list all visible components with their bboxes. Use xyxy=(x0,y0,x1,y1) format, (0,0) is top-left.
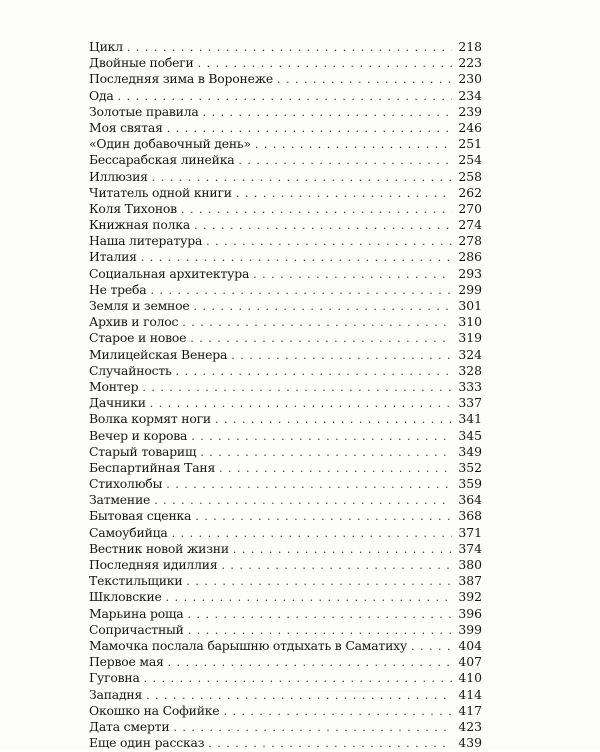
toc-entry-page-number: 337 xyxy=(458,395,482,411)
toc-entry-page-number: 319 xyxy=(458,330,482,346)
toc-entry-title: Моя святая xyxy=(89,119,163,135)
toc-entry xyxy=(89,428,482,444)
toc-entry xyxy=(89,492,482,508)
dot-leader xyxy=(194,218,452,234)
toc-entry-page-number: 293 xyxy=(458,265,482,281)
toc-entry-title: Вечер и корова xyxy=(89,427,188,443)
dot-leader xyxy=(188,623,452,639)
dot-leader xyxy=(118,89,452,105)
toc-entry-page-number: 352 xyxy=(458,459,482,475)
dot-leader xyxy=(221,558,452,574)
toc-entry-title: Волка кормят ноги xyxy=(89,411,211,427)
toc-entry-page-number: 251 xyxy=(458,136,482,152)
toc-entry-page-number: 299 xyxy=(458,281,482,297)
toc-entry-page-number: 258 xyxy=(458,168,482,184)
toc-entry-page-number: 301 xyxy=(458,298,482,313)
toc-entry xyxy=(89,395,482,411)
toc-entry-title: Иллюзия xyxy=(89,168,148,184)
toc-entry xyxy=(89,266,482,282)
toc-entry xyxy=(89,71,482,87)
toc-entry xyxy=(89,589,482,605)
toc-entry-title: Еще один рассказ xyxy=(89,735,205,751)
toc-entry-title: Первое мая xyxy=(89,654,164,670)
dot-leader xyxy=(277,72,452,88)
toc-entry xyxy=(89,169,482,185)
dot-leader xyxy=(203,105,452,121)
dot-leader xyxy=(142,380,452,396)
toc-entry-page-number: 234 xyxy=(458,87,482,103)
toc-entry xyxy=(89,314,482,330)
toc-entry-title: «Один добавочный день» xyxy=(89,136,251,152)
toc-entry xyxy=(89,508,482,524)
dot-leader xyxy=(223,704,452,720)
toc-entry-title: Гуговна xyxy=(89,670,140,686)
toc-entry xyxy=(89,363,482,379)
toc-entry-title: Земля и земное xyxy=(89,298,190,313)
toc-entry-title: Сопричастный xyxy=(89,621,184,637)
toc-entry-page-number: 274 xyxy=(458,217,482,233)
dot-leader xyxy=(150,396,452,412)
toc-entry-page-number: 396 xyxy=(458,605,482,621)
toc-entry-page-number: 359 xyxy=(458,476,482,492)
dot-leader xyxy=(215,412,452,428)
dot-leader xyxy=(194,299,453,315)
toc-entry-title: Старый товарищ xyxy=(89,443,197,459)
toc-entry xyxy=(89,136,482,152)
toc-entry-page-number: 230 xyxy=(458,71,482,87)
dot-leader xyxy=(233,542,452,558)
toc-entry-page-number: 368 xyxy=(458,508,482,524)
toc-entry-page-number: 380 xyxy=(458,557,482,572)
toc-entry xyxy=(89,735,482,751)
toc-entry-page-number: 387 xyxy=(458,573,482,589)
toc-entry-title: Золотые правила xyxy=(89,103,199,119)
dot-leader xyxy=(127,40,452,56)
toc-entry-page-number: 423 xyxy=(458,718,482,734)
dot-leader xyxy=(186,574,452,590)
toc-entry-page-number: 414 xyxy=(458,686,482,702)
toc-entry-title: Милицейская Венера xyxy=(89,346,228,362)
toc-entry xyxy=(89,557,482,573)
toc-entry-page-number: 399 xyxy=(458,621,482,637)
toc-entry-page-number: 333 xyxy=(458,378,482,394)
toc-entry-title: Не треба xyxy=(89,281,147,297)
toc-entry-title: Стихолюбы xyxy=(89,476,163,492)
toc-entry-page-number: 270 xyxy=(458,200,482,216)
toc-entry xyxy=(89,55,482,71)
table-of-contents xyxy=(89,39,482,751)
toc-entry xyxy=(89,573,482,589)
toc-entry xyxy=(89,217,482,233)
toc-entry xyxy=(89,88,482,104)
toc-entry-page-number: 410 xyxy=(458,670,482,686)
toc-entry-title: Дата смерти xyxy=(89,718,170,734)
toc-entry xyxy=(89,298,482,314)
dot-leader xyxy=(253,267,452,283)
toc-entry-page-number: 374 xyxy=(458,540,482,556)
toc-entry xyxy=(89,654,482,670)
toc-entry-title: Бытовая сценка xyxy=(89,508,192,524)
toc-entry xyxy=(89,703,482,719)
dot-leader xyxy=(190,331,452,347)
dot-leader xyxy=(150,283,452,299)
dot-leader xyxy=(154,493,452,509)
toc-entry-title: Беспартийная Таня xyxy=(89,459,216,475)
dot-leader xyxy=(144,671,452,687)
toc-entry-page-number: 371 xyxy=(458,524,482,540)
toc-entry-page-number: 328 xyxy=(458,362,482,378)
toc-entry xyxy=(89,476,482,492)
dot-leader xyxy=(236,186,452,202)
toc-entry-title: Монтер xyxy=(89,378,139,394)
toc-entry-title: Окошко на Софийке xyxy=(89,702,220,718)
toc-entry xyxy=(89,670,482,686)
dot-leader xyxy=(255,137,452,153)
toc-entry-title: Мамочка послала барышню отдыхать в Саматиху xyxy=(89,637,408,653)
dot-leader xyxy=(173,720,452,736)
toc-entry-title: Дачники xyxy=(89,395,146,411)
toc-entry-page-number: 392 xyxy=(458,589,482,605)
toc-entry xyxy=(89,152,482,168)
toc-entry xyxy=(89,249,482,265)
dot-leader xyxy=(181,202,452,218)
toc-entry xyxy=(89,233,482,249)
toc-entry xyxy=(89,638,482,654)
toc-entry xyxy=(89,185,482,201)
toc-entry-title: Бессарабская линейка xyxy=(89,152,235,168)
toc-entry-title: Последняя идиллия xyxy=(89,557,218,572)
toc-entry-title: Двойные побеги xyxy=(89,55,194,71)
toc-entry-title: Читатель одной книги xyxy=(89,184,232,200)
dot-leader xyxy=(231,348,452,364)
toc-entry-page-number: 439 xyxy=(458,735,482,751)
dot-leader xyxy=(198,56,452,72)
dot-leader xyxy=(219,461,452,477)
toc-entry-title: Старое и новое xyxy=(89,330,187,346)
toc-entry-page-number: 239 xyxy=(458,103,482,119)
toc-entry xyxy=(89,687,482,703)
toc-entry-page-number: 278 xyxy=(458,233,482,249)
toc-entry-title: Архив и голос xyxy=(89,314,179,330)
dot-leader xyxy=(200,445,452,461)
toc-entry-page-number: 324 xyxy=(458,346,482,362)
toc-entry-title: Вестник новой жизни xyxy=(89,540,229,556)
toc-entry-page-number: 310 xyxy=(458,314,482,330)
toc-entry-page-number: 246 xyxy=(458,119,482,135)
toc-entry-page-number: 364 xyxy=(458,492,482,508)
toc-entry xyxy=(89,282,482,298)
toc-entry xyxy=(89,622,482,638)
dot-leader xyxy=(188,607,453,623)
toc-entry-title: Ода xyxy=(89,87,114,103)
toc-entry xyxy=(89,104,482,120)
toc-entry-title: Книжная полка xyxy=(89,217,191,233)
toc-entry-title: Текстильщики xyxy=(89,573,183,589)
toc-entry-page-number: 345 xyxy=(458,427,482,443)
toc-entry-page-number: 286 xyxy=(458,249,482,265)
toc-entry xyxy=(89,541,482,557)
dot-leader xyxy=(195,509,452,525)
toc-entry xyxy=(89,719,482,735)
toc-entry xyxy=(89,39,482,55)
page-smudge xyxy=(300,690,420,692)
toc-entry-page-number: 254 xyxy=(458,152,482,168)
dot-leader xyxy=(238,153,452,169)
toc-entry-title: Самоубийца xyxy=(89,524,168,540)
toc-entry-page-number: 341 xyxy=(458,411,482,427)
toc-entry-page-number: 262 xyxy=(458,184,482,200)
toc-entry-page-number: 349 xyxy=(458,443,482,459)
toc-entry-page-number: 417 xyxy=(458,702,482,718)
toc-entry-title: Коля Тихонов xyxy=(89,200,177,216)
toc-entry-title: Последняя зима в Воронеже xyxy=(89,71,274,87)
toc-entry-page-number: 407 xyxy=(458,654,482,670)
dot-leader xyxy=(206,234,452,250)
dot-leader xyxy=(168,655,452,671)
toc-entry xyxy=(89,201,482,217)
dot-leader xyxy=(182,315,452,331)
toc-entry xyxy=(89,525,482,541)
dot-leader xyxy=(172,526,452,542)
toc-entry xyxy=(89,606,482,622)
toc-entry-title: Цикл xyxy=(89,39,123,54)
toc-entry xyxy=(89,120,482,136)
toc-entry-title: Случайность xyxy=(89,362,172,378)
toc-entry xyxy=(89,347,482,363)
toc-entry-title: Марьина роща xyxy=(89,605,184,621)
dot-leader xyxy=(166,590,452,606)
toc-entry-title: Италия xyxy=(89,249,137,265)
toc-entry xyxy=(89,379,482,395)
toc-entry-title: Западня xyxy=(89,686,143,702)
dot-leader xyxy=(411,639,452,655)
toc-entry xyxy=(89,444,482,460)
dot-leader xyxy=(141,250,452,266)
toc-entry-page-number: 404 xyxy=(458,637,482,653)
dot-leader xyxy=(167,121,452,137)
toc-entry-title: Социальная архитектура xyxy=(89,265,250,281)
toc-entry xyxy=(89,411,482,427)
dot-leader xyxy=(176,364,452,380)
toc-entry xyxy=(89,460,482,476)
toc-entry xyxy=(89,330,482,346)
dot-leader xyxy=(152,170,452,186)
toc-entry-page-number: 223 xyxy=(458,55,482,71)
toc-entry-title: Наша литература xyxy=(89,233,203,249)
toc-entry-title: Затмение xyxy=(89,492,151,508)
toc-entry-page-number: 218 xyxy=(458,39,482,54)
dot-leader xyxy=(191,429,452,445)
dot-leader xyxy=(166,477,452,493)
toc-entry-title: Шкловские xyxy=(89,589,162,605)
